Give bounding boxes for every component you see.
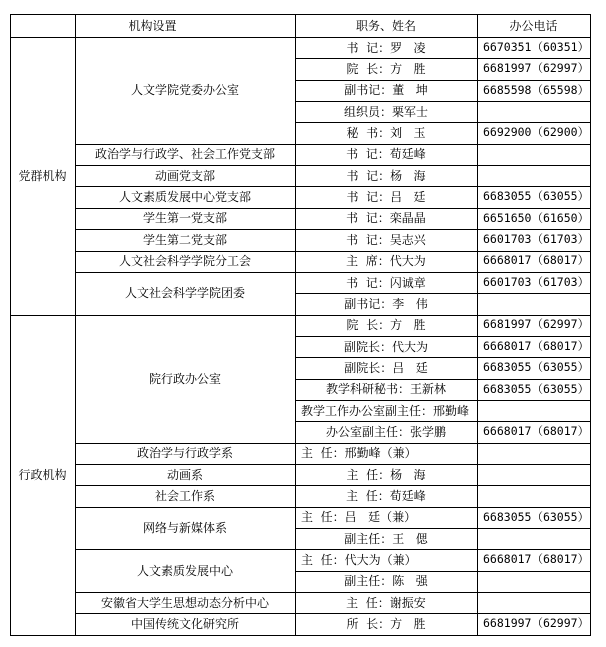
unit-name: 学生第一党支部 [142,211,227,226]
unit-name: 人文素质发展中心 [136,563,233,578]
role-name: 副主任：王 偲 [344,531,428,546]
role-name: 副书记：董 坤 [344,83,428,98]
office-phone: 6681997（62997） [483,61,590,76]
unit-name: 人文社会科学学院团委 [124,286,245,301]
role-name: 主 席：代大为 [346,254,426,269]
role-name: 院 长：方 胜 [346,318,426,333]
role-name: 书 记：闪诚章 [346,275,426,290]
header-phone: 办公电话 [509,18,558,33]
office-phone: 6683055（63055） [483,381,590,396]
role-name: 副院长：吕 廷 [344,360,428,375]
unit-name: 网络与新媒体系 [142,521,227,536]
unit-name: 政治学与行政学系 [136,446,233,461]
role-name: 书 记：荀廷峰 [346,147,426,162]
role-name: 所 长：方 胜 [346,617,426,632]
group-label: 行政机构 [18,467,67,482]
role-name: 主 任：代大为（兼） [301,553,417,568]
office-phone: 6681997（62997） [483,616,590,631]
unit-name: 人文学院党委办公室 [130,83,239,98]
role-name: 组织员：栗军士 [343,104,428,119]
role-name: 院 长：方 胜 [346,62,426,77]
role-name: 主 任：吕 廷（兼） [301,510,417,525]
office-phone [477,571,590,592]
office-phone [477,464,590,485]
unit-name: 中国传统文化研究所 [130,617,239,632]
unit-name: 人文素质发展中心党支部 [118,190,251,205]
office-phone [477,400,590,421]
office-phone [477,592,590,613]
office-phone: 6601703（61703） [483,274,590,289]
office-phone: 6670351（60351） [483,39,590,54]
office-phone: 6681997（62997） [483,317,590,332]
unit-name: 人文社会科学学院分工会 [118,254,251,269]
office-phone: 6685598（65598） [483,82,590,97]
unit-name: 安徽省大学生思想动态分析中心 [100,595,269,610]
unit-name: 社会工作系 [154,489,215,504]
role-name: 副院长：代大为 [343,339,428,354]
role-name: 书 记：吴志兴 [346,232,426,247]
office-phone: 6683055（63055） [483,189,590,204]
office-phone: 6651650（61650） [483,210,590,225]
role-name: 书 记：杨 海 [346,168,426,183]
role-name: 教学工作办公室副主任：邢勤峰 [301,403,470,418]
office-phone: 6683055（63055） [483,509,590,524]
group-label: 党群机构 [18,168,67,183]
office-phone [477,293,590,314]
role-name: 主 任：杨 海 [346,467,426,482]
unit-name: 政治学与行政学、社会工作党支部 [94,147,275,162]
role-name: 副书记：李 伟 [344,296,428,311]
role-name: 书 记：罗 凌 [346,40,426,55]
role-name: 秘 书：刘 玉 [346,126,426,141]
office-phone [477,165,590,186]
office-phone: 6601703（61703） [483,232,590,247]
office-phone: 6692900（62900） [483,125,590,140]
role-name: 办公室副主任：张学鹏 [325,424,446,439]
role-name: 书 记：吕 廷 [346,190,426,205]
unit-name: 学生第二党支部 [142,232,227,247]
office-phone: 6683055（63055） [483,360,590,375]
header-org: 机构设置 [128,18,177,33]
office-phone [477,101,590,122]
role-name: 主 任：邢勤峰（兼） [301,446,417,461]
column-rule-4 [590,14,591,636]
unit-name: 动画系 [166,467,203,482]
role-name: 主 任：荀廷峰 [346,489,426,504]
office-phone: 6668017（68017） [483,552,590,567]
role-name: 副主任：陈 强 [344,574,428,589]
unit-name: 院行政办公室 [148,371,221,386]
office-phone: 6668017（68017） [483,338,590,353]
office-phone [477,443,590,464]
office-phone [477,528,590,549]
office-phone: 6668017（68017） [483,253,590,268]
office-phone [477,144,590,165]
role-name: 书 记：栾晶晶 [346,211,426,226]
table-border-bottom [10,635,591,636]
role-name: 教学科研秘书：王新林 [325,382,446,397]
unit-name: 动画党支部 [154,168,215,183]
office-phone [477,485,590,506]
role-name: 主 任：谢振安 [346,595,426,610]
header-role: 职务、姓名 [355,18,416,33]
office-phone: 6668017（68017） [483,424,590,439]
